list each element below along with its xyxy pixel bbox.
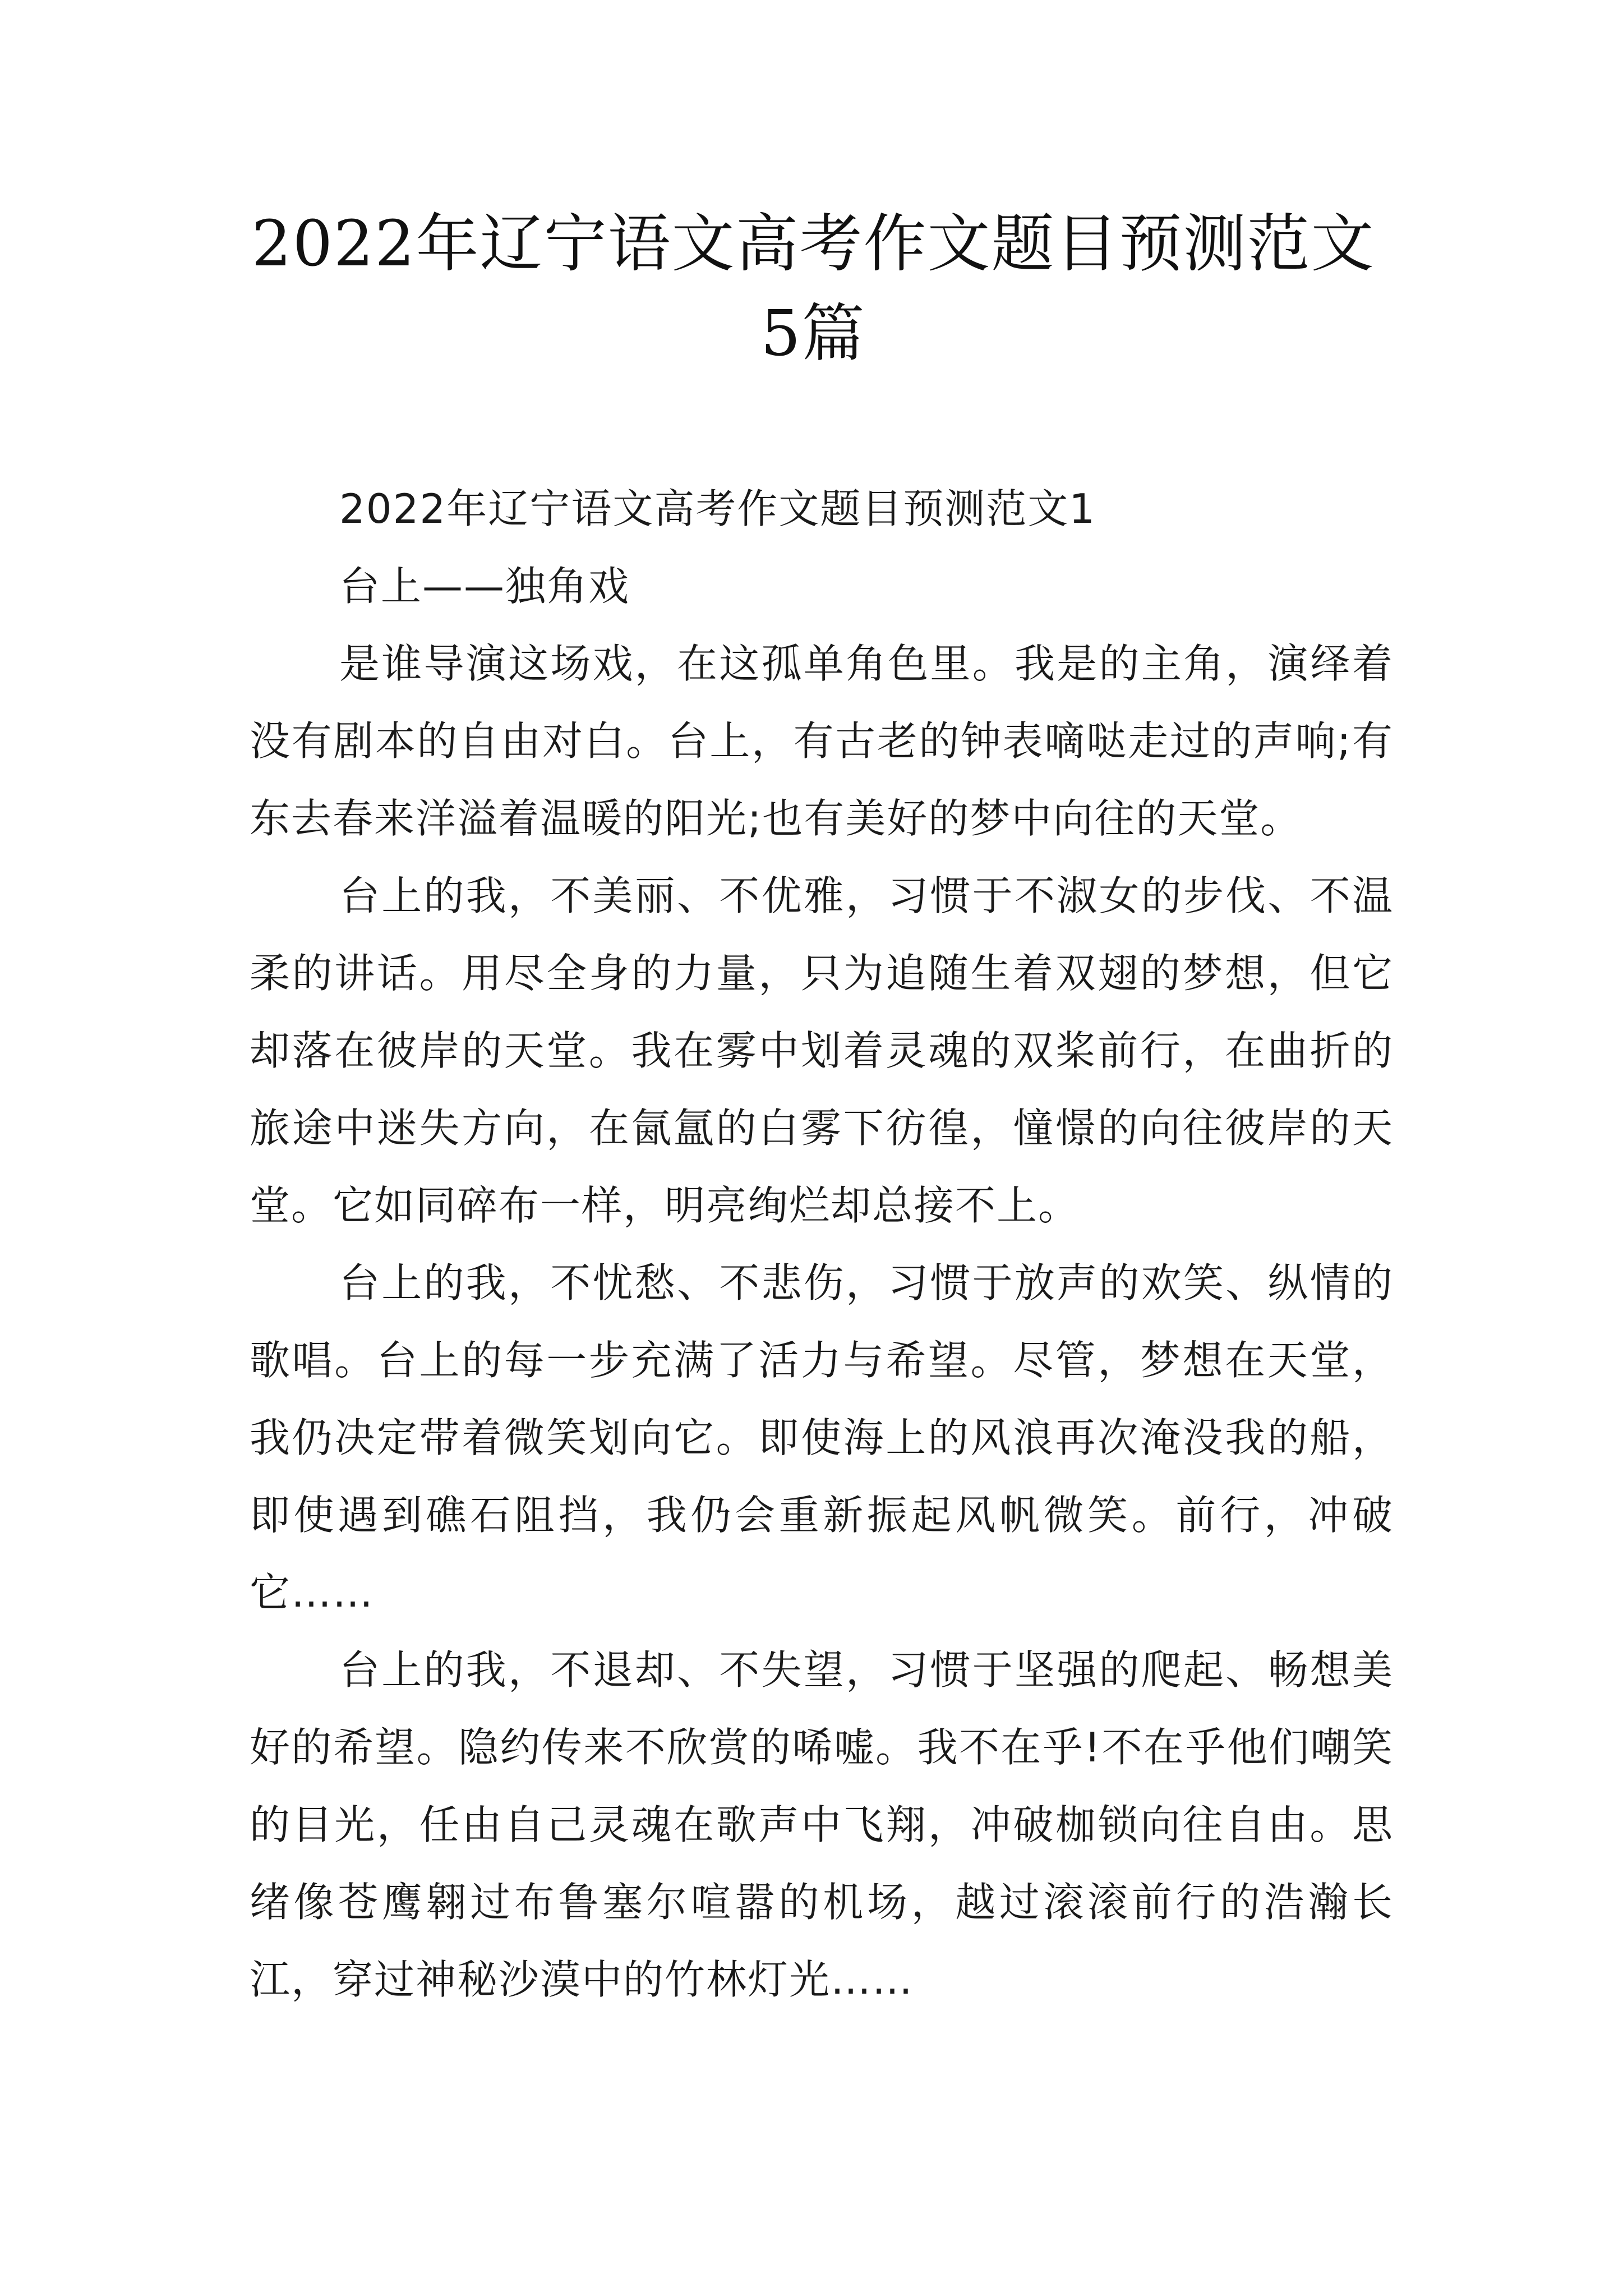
paragraph: 台上的我，不忧愁、不悲伤，习惯于放声的欢笑、纵情的歌唱。台上的每一步充满了活力与希望。尽管，梦想在天堂，我仍决定带着微笑划向它。即使海上的风浪再次淹没我的船，即使遇到礁石阻挡，我仍会重新振起风帆微笑。前行，冲破它……	[250, 1259, 1394, 1616]
essay-subtitle: 台上——独角戏	[339, 563, 630, 610]
paragraph: 是谁导演这场戏，在这孤单角色里。我是的主角，演绎着没有剧本的自由对白。台上，有古老的钟表嘀哒走过的声响;有东去春来洋溢着温暖的阳光;也有美好的梦中向往的天堂。	[250, 640, 1394, 842]
essay-heading: 2022年辽宁语文高考作文题目预测范文1	[339, 485, 1096, 532]
document-title: 2022年辽宁语文高考作文题目预测范文5篇	[251, 208, 1375, 370]
paragraph: 台上的我，不退却、不失望，习惯于坚强的爬起、畅想美好的希望。隐约传来不欣赏的唏嘘。我不在乎!不在乎他们嘲笑的目光，任由自己灵魂在歌声中飞翔，冲破枷锁向往自由。思绪像苍鹰翱过布鲁塞尔喧嚣的机场，越过滚滚前行的浩瀚长江，穿过神秘沙漠中的竹林灯光……	[250, 1646, 1394, 2003]
document-body	[250, 470, 1394, 2018]
paragraph: 台上的我，不美丽、不优雅，习惯于不淑女的步伐、不温柔的讲话。用尽全身的力量，只为追随生着双翅的梦想，但它却落在彼岸的天堂。我在雾中划着灵魂的双桨前行，在曲折的旅途中迷失方向，在氤氲的白雾下彷徨，憧憬的向往彼岸的天堂。它如同碎布一样，明亮绚烂却总接不上。	[250, 872, 1394, 1229]
